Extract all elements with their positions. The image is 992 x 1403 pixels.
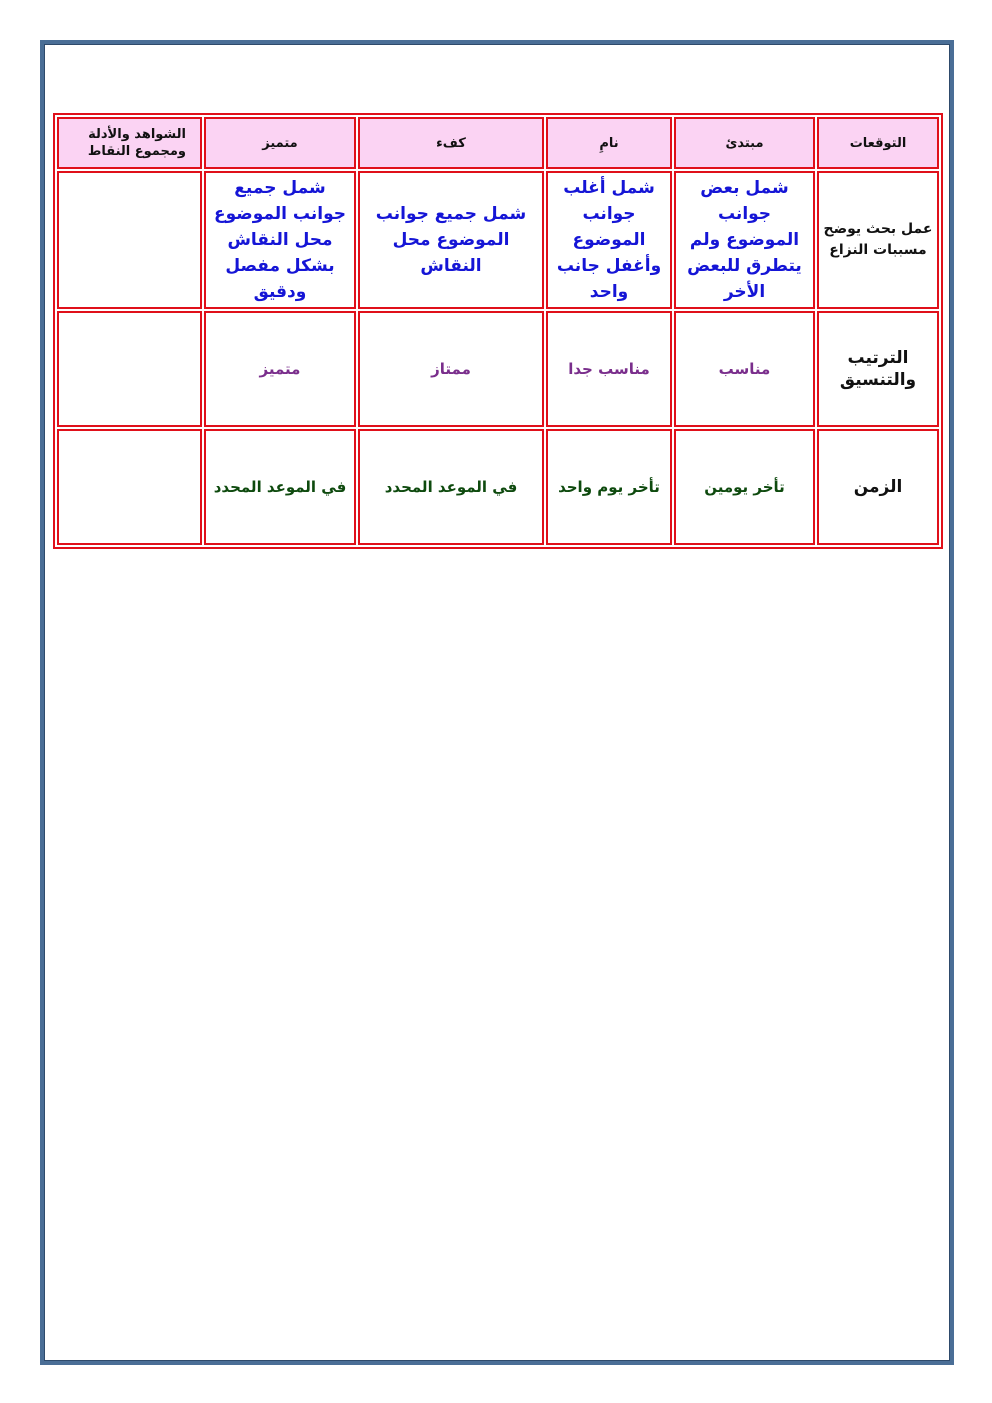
table-row: [57, 311, 939, 427]
growing-cell: تأخر يوم واحد: [546, 429, 672, 545]
rubric-table: [53, 113, 943, 549]
header-competent: كفء: [358, 117, 544, 169]
header-row: [57, 117, 939, 169]
excellent-cell: شمل جميع جوانب الموضوع محل النقاش بشكل مفصل ودقيق: [204, 171, 356, 309]
table-row: [57, 429, 939, 545]
evidence-cell[interactable]: [57, 311, 202, 427]
header-expectations: التوقعات: [817, 117, 939, 169]
beginner-cell: شمل بعض جوانب الموضوع ولم يتطرق للبعض الأخر: [674, 171, 815, 309]
excellent-cell: في الموعد المحدد: [204, 429, 356, 545]
criterion-cell: الزمن: [817, 429, 939, 545]
beginner-cell: مناسب: [674, 311, 815, 427]
growing-cell: شمل أغلب جوانب الموضوع وأغفل جانب واحد: [546, 171, 672, 309]
evidence-cell[interactable]: [57, 171, 202, 309]
criterion-cell: الترتيب والتنسيق: [817, 311, 939, 427]
criterion-cell: عمل بحث يوضح مسببات النزاع: [817, 171, 939, 309]
beginner-cell: تأخر يومين: [674, 429, 815, 545]
competent-cell: شمل جميع جوانب الموضوع محل النقاش: [358, 171, 544, 309]
header-excellent: متميز: [204, 117, 356, 169]
header-growing: نامِ: [546, 117, 672, 169]
competent-cell: ممتاز: [358, 311, 544, 427]
competent-cell: في الموعد المحدد: [358, 429, 544, 545]
evidence-cell[interactable]: [57, 429, 202, 545]
header-beginner: مبتدئ: [674, 117, 815, 169]
header-evidence: الشواهد والأدلة ومجموع النقاط: [57, 117, 202, 169]
growing-cell: مناسب جدا: [546, 311, 672, 427]
table-row: [57, 171, 939, 309]
excellent-cell: متميز: [204, 311, 356, 427]
